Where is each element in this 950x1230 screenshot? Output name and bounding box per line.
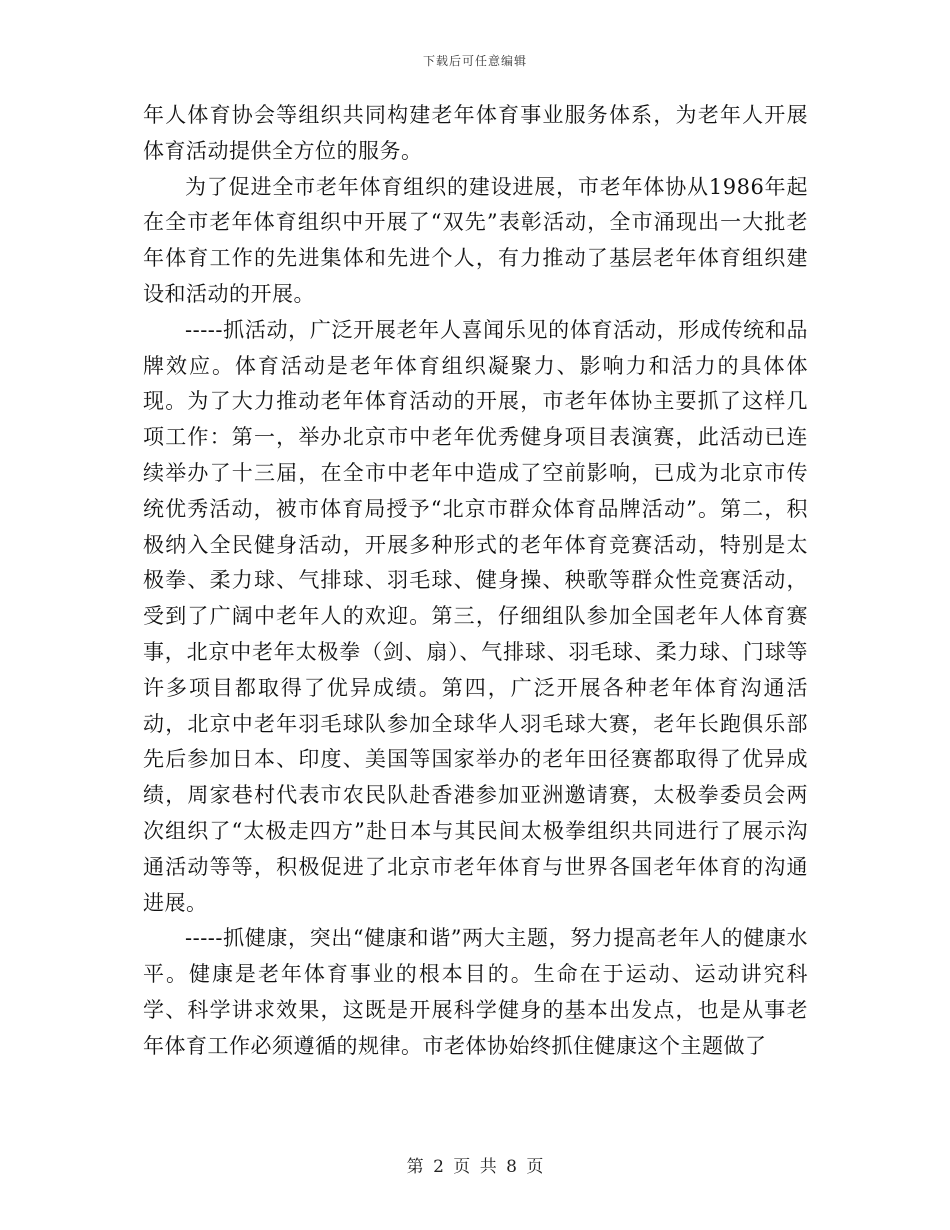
page-header: 下载后可任意编辑 <box>422 54 527 68</box>
paragraph-continuation: 年人体育协会等组织共同构建老年体育事业服务体系，为老年人开展体育活动提供全方位的服务。 <box>143 103 808 163</box>
paragraph-activities: -----抓活动，广泛开展老年人喜闻乐见的体育活动，形成传统和品牌效应。体育活动是老年体育组织凝聚力、影响力和活力的具体体现。为了大力推动老年体育活动的开展，市老年体协主要抓了这样几项工作：第一，举办北京市中老年优秀健身项目表演赛，此活动已连续举办了十三届，在全市中老年中造成了空前影响，已成为北京市传统优秀活动，被市体育局授予“北京市群众体育品牌活动”。第二，积极纳入全民健身活动，开展多种形式的老年体育竞赛活动，特别是太极拳、柔力球、气排球、羽毛球、健身操、秧歌等群众性竞赛活动，受到了广阔中老年人的欢迎。第三，仔细组队参加全国老年人体育赛事，北京中老年太极拳（剑、扇）、气排球、羽毛球、柔力球、门球等许多项目都取得了优异成绩。第四，广泛开展各种老年体育沟通活动，北京中老年羽毛球队参加全球华人羽毛球大赛，老年长跑俱乐部先后参加日本、印度、美国等国家举办的老年田径赛都取得了优异成绩，周家巷村代表市农民队赴香港参加亚洲邀请赛，太极拳委员会两次组织了“太极走四方”赴日本与其民间太极拳组织共同进行了展示沟通活动等等，积极促进了北京市老年体育与世界各国老年体育的沟通进展。 <box>143 317 808 915</box>
document-body <box>143 98 808 1065</box>
paragraph-organization: 为了促进全市老年体育组织的建设进展，市老年体协从1986年起在全市老年体育组织中开展了“双先”表彰活动，全市涌现出一大批老年体育工作的先进集体和先进个人，有力推动了基层老年体育组织建设和活动的开展。 <box>143 174 808 306</box>
paragraph-health: -----抓健康，突出“健康和谐”两大主题，努力提高老年人的健康水平。健康是老年体育事业的根本目的。生命在于运动、运动讲究科学、科学讲求效果，这既是开展科学健身的基本出发点，也是从事老年体育工作必须遵循的规律。市老体协始终抓住健康这个主题做了 <box>143 926 808 1058</box>
page-number-footer: 第 2 页 共 8 页 <box>406 1157 544 1177</box>
